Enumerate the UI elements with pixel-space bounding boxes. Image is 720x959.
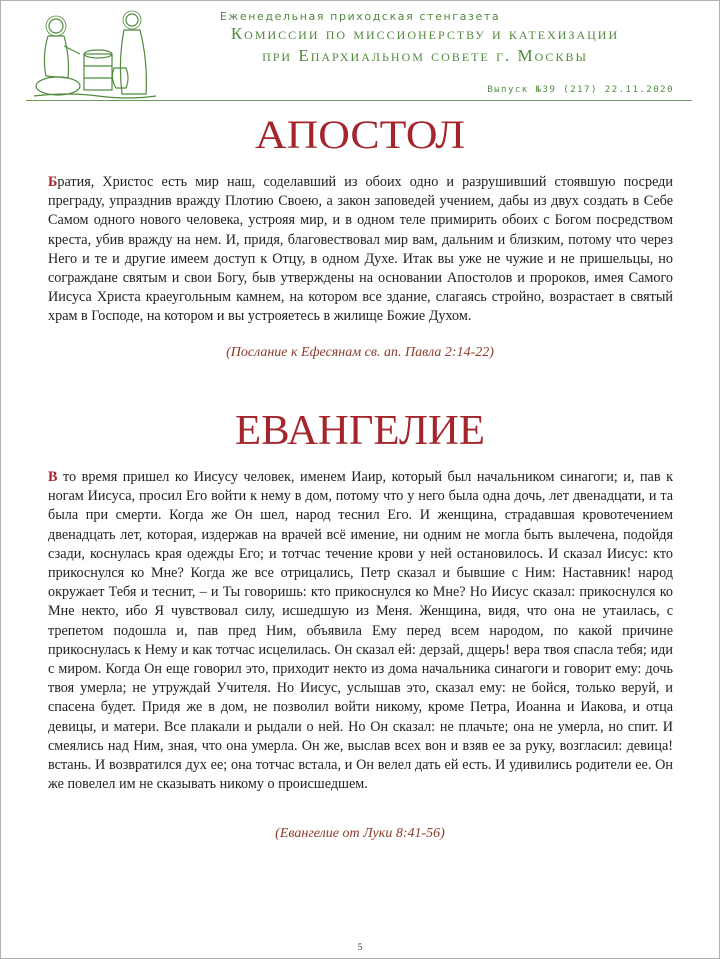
gospel-heading-text: ЕВАНГЕЛИЕ [235, 408, 485, 452]
apostle-dropcap: Б [48, 174, 58, 190]
header-divider [26, 100, 692, 101]
newsletter-kicker: Еженедельная приходская стенгазета [219, 10, 501, 23]
page-number: 5 [357, 942, 363, 952]
apostle-text: ратия, Христос есть мир наш, соделавший из обоих одно и разрушивший стоявшую посреди преграду, упразднив вражду Плотию Своею, а закон заповедей учением, дабы из двух создать в Себе Самом одного нового человека, устрояя мир, и в одном теле примирить обоих с Богом посредством креста, убив вражду на нем. И, придя, благовествовал мир вам, дальним и близким, потому что через Него и те и другие имеем доступ к Отцу, в одном Духе. Итак вы уже не чужие и не пришельцы, но сограждане святым и свои Богу, быв утверждены на основании Апостолов и пророков, имея Самого Иисуса Христа краеугольным камнем, на котором все здание, слагаясь стройно, возрастает в святый храм в Господе, на котором и вы устрояетесь в жилище Божие Духом. [48, 174, 673, 325]
apostle-source: (Послание к Ефесянам св. ап. Павла 2:14-22) [226, 345, 494, 360]
gospel-heading [0, 404, 720, 452]
well-illustration-logo [28, 6, 160, 100]
gospel-text: то время пришел ко Иисусу человек, именем Иаир, который был начальником синагоги; и, пав к ногам Иисуса, просил Его войти к нему в дом, потому что у него была одна дочь, лет двенадцати, и та была при смерти. Когда же Он шел, народ теснил Его. И женщина, страдавшая кровотечением двенадцать лет, которая, издержав на врачей всё имение, ни одним не могла быть вылечена, подойдя сзади, коснулась края одежды Его; и тотчас течение крови у ней остановилось. И сказал Иисус: кто прикоснулся ко Мне? Когда же все отрицались, Петр сказал и бывшие с Ним: Наставник! народ окружает Тебя и теснит, – и Ты говоришь: кто прикоснулся ко Мне? Но Иисус сказал: прикоснулся ко Мне некто, ибо Я чувствовал силу, исшедшую из Меня. Женщина, видя, что она не утаилась, с трепетом подошла и, пав пред Ним, объявила Ему перед всем народом, по какой причине прикоснулась к Нему и как тотчас исцелилась. Он сказал ей: дерзай, дщерь! вера твоя спасла тебя; иди с миром. Когда Он еще говорил это, приходит некто из дома начальника синагоги и говорит ему: дочь твоя умерла; не утруждай Учителя. Но Иисус, услышав это, сказал ему: не бойся, только веруй, и спасена будет. Придя же в дом, не позволил войти никому, кроме Петра, Иоанна и Иакова, и отца девицы, и матери. Все плакали и рыдали о ней. Но Он сказал: не плачьте; она не умерла, но спит. И смеялись над Ним, зная, что она умерла. Он же, выслав всех вон и взяв ее за руку, возгласил: девица! встань. И возвратился дух ее; она тотчас встала, и Он велел дать ей есть. И удивились родители ее. Он же повелел им не сказывать никому о происшедшем. [48, 469, 673, 793]
gospel-source: (Евангелие от Луки 8:41-56) [275, 826, 445, 841]
apostle-reading [48, 173, 673, 327]
commission-title-line1: Комиссии по миссионерству и катехизации [230, 24, 620, 43]
commission-title-line2: при Епархиальном совете г. Москвы [262, 46, 588, 65]
gospel-dropcap: В [48, 469, 58, 485]
gospel-reading [48, 468, 673, 794]
issue-number: Выпуск №39 (217) 22.11.2020 [487, 85, 674, 95]
apostle-heading [0, 112, 720, 156]
apostle-heading-text: АПОСТОЛ [255, 112, 465, 156]
